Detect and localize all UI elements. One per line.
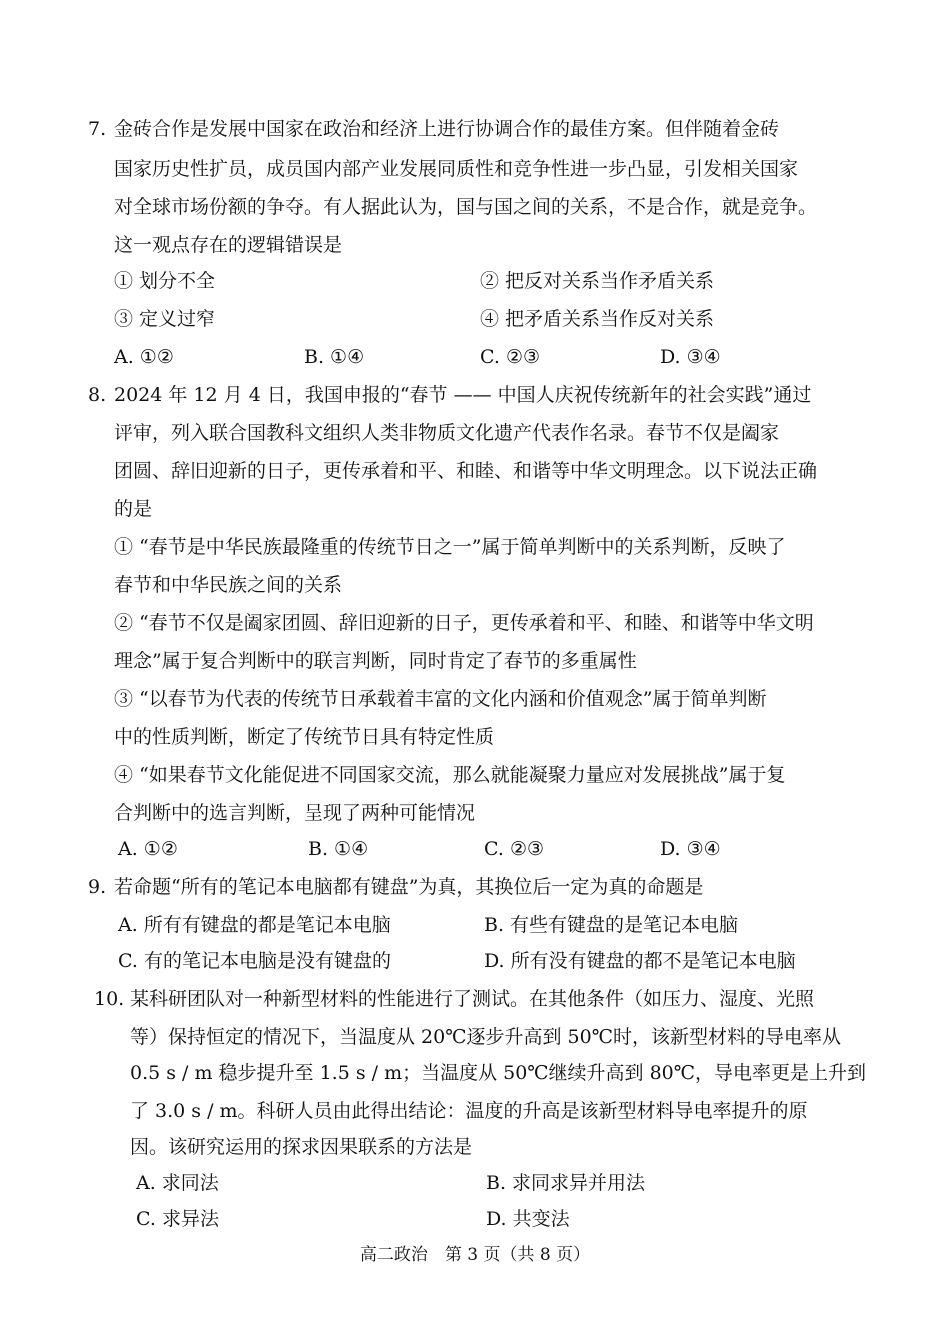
q10-choice-c: C. 求异法 [136, 1208, 219, 1230]
q7-item-4: ④ 把矛盾关系当作反对关系 [480, 308, 715, 330]
q10-choice-b: B. 求同求异并用法 [486, 1172, 646, 1194]
q7-text-line: 金砖合作是发展中国家在政治和经济上进行协调合作的最佳方案。但伴随着金砖 [114, 118, 780, 140]
q8-item-line: 理念”属于复合判断中的联言判断，同时肯定了春节的多重属性 [114, 650, 637, 672]
q7-text-line: 国家历史性扩员，成员国内部产业发展同质性和竞争性进一步凸显，引发相关国家 [114, 158, 799, 180]
q8-item-line: ① “春节是中华民族最隆重的传统节日之一”属于简单判断中的关系判断，反映了 [114, 536, 786, 558]
q7-choice-d: D. ③④ [660, 346, 721, 368]
q9-choice-a: A. 所有有键盘的都是笔记本电脑 [118, 914, 391, 936]
q10-text-line: 了 3.0 s / m。科研人员由此得出结论：温度的升高是该新型材料导电率提升的原 [130, 1100, 808, 1122]
q9-text-line: 若命题“所有的笔记本电脑都有键盘”为真，其换位后一定为真的命题是 [114, 876, 704, 898]
page-footer: 高二政治 第 3 页（共 8 页） [359, 1245, 591, 1265]
q8-text-line: 团圆、辞旧迎新的日子，更传承着和平、和睦、和谐等中华文明理念。以下说法正确 [114, 460, 818, 482]
q8-choice-a: A. ①② [118, 838, 178, 860]
q8-item-line: 春节和中华民族之间的关系 [114, 574, 343, 596]
q9-choice-d: D. 所有没有键盘的都不是笔记本电脑 [484, 950, 796, 972]
q8-item-line: ② “春节不仅是阖家团圆、辞旧迎新的日子，更传承着和平、和睦、和谐等中华文明 [114, 612, 814, 634]
q8-item-line: ④ “如果春节文化能促进不同国家交流，那么就能凝聚力量应对发展挑战”属于复 [114, 764, 786, 786]
q10-text-line: 0.5 s / m 稳步提升至 1.5 s / m；当温度从 50℃继续升高到 80℃，导电率更是上升到 [130, 1062, 867, 1084]
q7-choice-b: B. ①④ [304, 346, 365, 368]
q7-choice-a: A. ①② [114, 346, 174, 368]
q10-text-line: 等）保持恒定的情况下，当温度从 20℃逐步升高到 50℃时，该新型材料的导电率从 [130, 1026, 841, 1048]
q8-choice-b: B. ①④ [308, 838, 369, 860]
q9-choice-c: C. 有的笔记本电脑是没有键盘的 [118, 950, 391, 972]
q7-number: 7. [88, 118, 107, 140]
q7-choice-c: C. ②③ [480, 346, 541, 368]
q7-text-line: 这一观点存在的逻辑错误是 [114, 234, 343, 256]
q8-number: 8. [88, 384, 107, 406]
q8-text-line: 的是 [114, 498, 153, 520]
q8-item-line: ③ “以春节为代表的传统节日承载着丰富的文化内涵和价值观念”属于简单判断 [114, 688, 767, 710]
q10-number: 10. [94, 988, 125, 1010]
q10-choice-a: A. 求同法 [136, 1172, 219, 1194]
q10-text-line: 因。该研究运用的探求因果联系的方法是 [130, 1136, 473, 1158]
q8-item-line: 中的性质判断，断定了传统节日具有特定性质 [114, 726, 495, 748]
q10-text-line: 某科研团队对一种新型材料的性能进行了测试。在其他条件（如压力、湿度、光照 [130, 988, 815, 1010]
q8-item-line: 合判断中的选言判断，呈现了两种可能情况 [114, 802, 476, 824]
q7-item-1: ① 划分不全 [114, 270, 216, 292]
q7-item-3: ③ 定义过窄 [114, 308, 216, 330]
q8-text-line: 评审，列入联合国教科文组织人类非物质文化遗产代表作名录。春节不仅是阖家 [114, 422, 780, 444]
q7-text-line: 对全球市场份额的争夺。有人据此认为，国与国之间的关系，不是合作，就是竞争。 [114, 196, 818, 218]
q9-number: 9. [88, 876, 107, 898]
q8-choice-c: C. ②③ [484, 838, 545, 860]
q10-choice-d: D. 共变法 [486, 1208, 570, 1230]
q9-choice-b: B. 有些有键盘的是笔记本电脑 [484, 914, 739, 936]
q7-item-2: ② 把反对关系当作矛盾关系 [480, 270, 715, 292]
q8-text-line: 2024 年 12 月 4 日，我国申报的“春节 —— 中国人庆祝传统新年的社会实践”通过 [114, 384, 812, 406]
q8-choice-d: D. ③④ [660, 838, 721, 860]
